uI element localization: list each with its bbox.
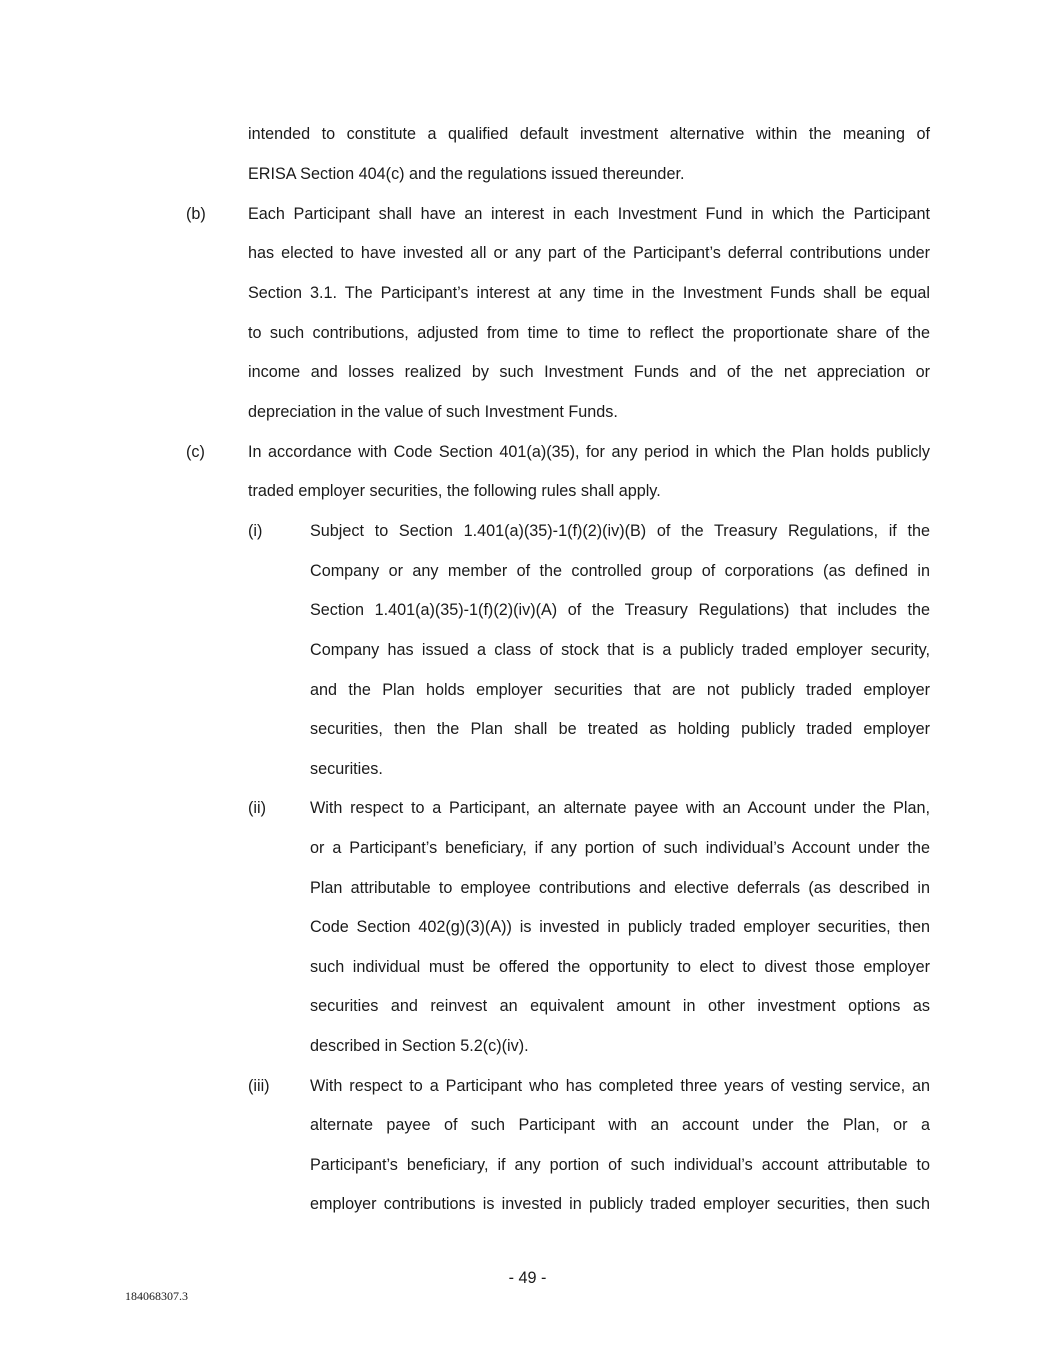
paragraph-b-line-3: Section 3.1. The Participant’s interest at any time in the Investment Funds shall be equal [248,284,930,302]
subparagraph-i-line-2: Company or any member of the controlled group of corporations (as defined in [310,562,930,580]
subparagraph-ii-line-5: such individual must be offered the opportunity to elect to divest those employer [310,958,930,976]
subparagraph-ii-line-2: or a Participant’s beneficiary, if any portion of such individual’s Account under the [310,839,930,857]
paragraph-b-line-4: to such contributions, adjusted from time to time to reflect the proportionate share of the [248,324,930,342]
subparagraph-i-line-5: and the Plan holds employer securities that are not publicly traded employer [310,681,930,699]
subparagraph-iii-line-3: Participant’s beneficiary, if any portion of such individual’s account attributable to [310,1156,930,1174]
subparagraph-i-line-1: Subject to Section 1.401(a)(35)-1(f)(2)(iv)(B) of the Treasury Regulations, if the [310,522,930,540]
subparagraph-iii-line-1: With respect to a Participant who has completed three years of vesting service, an [310,1077,930,1095]
subparagraph-i-line-4: Company has issued a class of stock that is a publicly traded employer security, [310,641,930,659]
subparagraph-ii-line-4: Code Section 402(g)(3)(A)) is invested in publicly traded employer securities, then [310,918,930,936]
paragraph-b-line-6: depreciation in the value of such Investment Funds. [248,403,618,421]
paragraph-b-label: (b) [186,205,206,223]
paragraph-a-line-2: ERISA Section 404(c) and the regulations issued thereunder. [248,165,685,183]
paragraph-a-line-1: intended to constitute a qualified default investment alternative within the meaning of [248,125,930,143]
paragraph-c-line-2: traded employer securities, the following rules shall apply. [248,482,661,500]
document-id: 184068307.3 [125,1289,188,1303]
paragraph-b-line-2: has elected to have invested all or any part of the Participant’s deferral contributions under [248,244,930,262]
subparagraph-i-label: (i) [248,522,263,540]
paragraph-b-line-1: Each Participant shall have an interest in each Investment Fund in which the Participant [248,205,930,223]
subparagraph-ii-line-3: Plan attributable to employee contributions and elective deferrals (as described in [310,879,930,897]
page-number: - 49 - [508,1269,547,1287]
subparagraph-iii-line-2: alternate payee of such Participant with an account under the Plan, or a [310,1116,930,1134]
paragraph-b-line-5: income and losses realized by such Investment Funds and of the net appreciation or [248,363,930,381]
paragraph-c-label: (c) [186,443,205,461]
subparagraph-iii-line-4: employer contributions is invested in publicly traded employer securities, then such [310,1195,930,1213]
subparagraph-ii-label: (ii) [248,799,266,817]
subparagraph-i-line-6: securities, then the Plan shall be treated as holding publicly traded employer [310,720,930,738]
subparagraph-ii-line-7: described in Section 5.2(c)(iv). [310,1037,529,1055]
subparagraph-i-line-3: Section 1.401(a)(35)-1(f)(2)(iv)(A) of the Treasury Regulations) that includes the [310,601,930,619]
subparagraph-i-line-7: securities. [310,760,383,778]
subparagraph-ii-line-6: securities and reinvest an equivalent amount in other investment options as [310,997,930,1015]
paragraph-c-line-1: In accordance with Code Section 401(a)(35), for any period in which the Plan holds publicly [248,443,930,461]
subparagraph-ii-line-1: With respect to a Participant, an alternate payee with an Account under the Plan, [310,799,930,817]
subparagraph-iii-label: (iii) [248,1077,270,1095]
